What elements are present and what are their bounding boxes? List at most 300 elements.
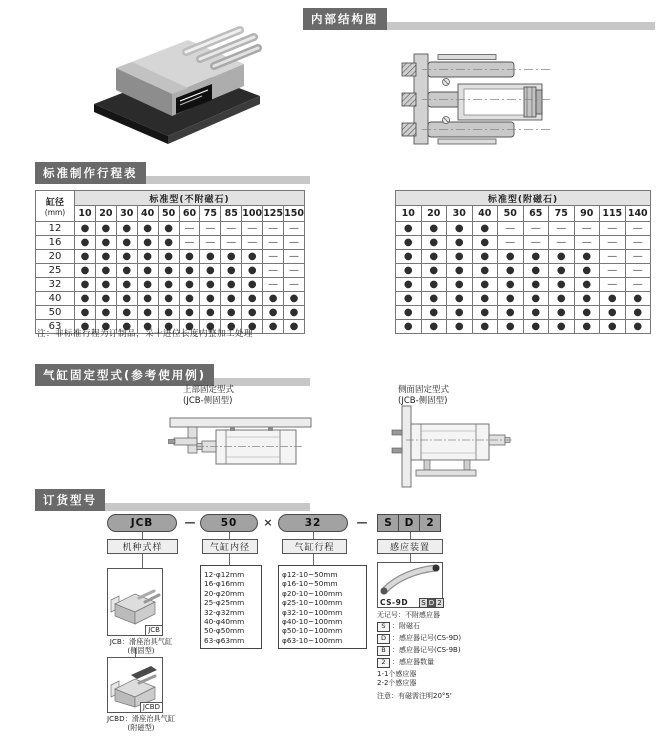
- sensor-key-box: D: [377, 634, 390, 645]
- stroke-availability-cell: ●: [472, 250, 498, 264]
- stroke-availability-cell: ●: [116, 264, 137, 278]
- stroke-availability-cell: ●: [221, 278, 242, 292]
- stroke-availability-cell: ●: [242, 278, 263, 292]
- section-header-stroke-table: [35, 162, 310, 184]
- stroke-availability-cell: ●: [137, 320, 158, 334]
- stroke-availability-cell: ●: [158, 236, 179, 250]
- stroke-availability-cell: —: [284, 236, 305, 250]
- sensor-tag-cell: D: [428, 599, 435, 607]
- stroke-availability-cell: ●: [549, 306, 575, 320]
- stroke-availability-cell: ●: [472, 320, 498, 334]
- bore-option: 20-φ20mm: [204, 588, 245, 598]
- stroke-availability-cell: ●: [421, 278, 447, 292]
- sensor-qty-line: 1-1个感应器: [377, 669, 417, 678]
- code-label-machine-type: 机种式样: [107, 539, 178, 554]
- stroke-column-header: 150: [284, 206, 305, 222]
- stroke-row: [396, 250, 651, 264]
- bore-option: 25-φ25mm: [204, 598, 245, 608]
- stroke-availability-cell: ●: [75, 320, 96, 334]
- stroke-availability-cell: ●: [600, 306, 626, 320]
- stroke-availability-cell: —: [625, 236, 651, 250]
- stroke-availability-cell: ●: [179, 292, 200, 306]
- stroke-availability-cell: ●: [263, 320, 284, 334]
- bore-option: 16-φ16mm: [204, 579, 245, 589]
- bore-option: 12-φ12mm: [204, 570, 245, 579]
- stroke-column-header: 60: [179, 206, 200, 222]
- stroke-availability-cell: ●: [75, 306, 96, 320]
- stroke-availability-cell: —: [200, 236, 221, 250]
- stroke-availability-cell: ●: [472, 222, 498, 236]
- section-header-mounting: [35, 364, 310, 386]
- stroke-column-header: 85: [221, 206, 242, 222]
- stroke-availability-cell: ●: [498, 320, 524, 334]
- sensor-tag-cell: 2: [435, 598, 444, 608]
- stroke-availability-cell: ●: [523, 306, 549, 320]
- mounting-caption-top: [183, 385, 234, 407]
- stroke-availability-cell: ●: [498, 264, 524, 278]
- stroke-availability-cell: ●: [200, 320, 221, 334]
- stroke-availability-cell: —: [600, 222, 626, 236]
- stroke-availability-cell: —: [523, 236, 549, 250]
- stroke-table: [35, 190, 305, 334]
- stroke-availability-cell: ●: [574, 306, 600, 320]
- stroke-availability-cell: ●: [284, 320, 305, 334]
- stroke-option: φ40-10~100mm: [282, 617, 343, 627]
- stroke-availability-cell: ●: [263, 306, 284, 320]
- code-separator-dash: —: [184, 516, 196, 529]
- stroke-availability-cell: ●: [523, 292, 549, 306]
- sensor-key-line: [377, 646, 517, 657]
- connector-line: [313, 532, 314, 539]
- stroke-column-header: 10: [396, 206, 422, 222]
- stroke-option: φ12-10~50mm: [282, 570, 338, 579]
- stroke-availability-cell: ●: [200, 264, 221, 278]
- stroke-options-list: [278, 565, 367, 649]
- code-separator-dash: —: [356, 516, 368, 529]
- product-photo: [88, 18, 263, 158]
- stroke-availability-cell: ●: [600, 292, 626, 306]
- stroke-availability-cell: ●: [158, 264, 179, 278]
- stroke-column-header: 20: [421, 206, 447, 222]
- machine-type-image-jcb: [107, 568, 163, 636]
- stroke-availability-cell: ●: [75, 264, 96, 278]
- stroke-availability-cell: ●: [137, 264, 158, 278]
- stroke-availability-cell: —: [284, 278, 305, 292]
- stroke-availability-cell: ●: [116, 278, 137, 292]
- stroke-availability-cell: ●: [396, 264, 422, 278]
- stroke-availability-cell: ●: [95, 264, 116, 278]
- stroke-option: φ32-10~100mm: [282, 607, 343, 617]
- stroke-option: φ25-10~100mm: [282, 598, 343, 608]
- stroke-availability-cell: —: [549, 236, 575, 250]
- stroke-availability-cell: ●: [625, 320, 651, 334]
- stroke-availability-cell: ●: [95, 306, 116, 320]
- stroke-availability-cell: ●: [472, 264, 498, 278]
- bore-value: 25: [36, 264, 75, 278]
- section-title: 气缸固定型式(参考使用例): [35, 364, 214, 386]
- stroke-column-header: 50: [158, 206, 179, 222]
- bore-option: 40-φ40mm: [204, 617, 245, 627]
- stroke-row: [36, 306, 305, 320]
- sensor-legend: [377, 611, 517, 701]
- stroke-row: [36, 292, 305, 306]
- stroke-availability-cell: —: [242, 222, 263, 236]
- code-label-sensor: 感应装置: [377, 539, 443, 554]
- stroke-group-header: 标准型(不附磁石): [75, 191, 305, 206]
- connector-line: [313, 554, 314, 565]
- bore-corner-header: [36, 191, 75, 222]
- stroke-row: [396, 264, 651, 278]
- stroke-row: [396, 222, 651, 236]
- stroke-availability-cell: ●: [549, 292, 575, 306]
- stroke-availability-cell: ●: [549, 264, 575, 278]
- top-mount-diagram: [168, 410, 313, 482]
- side-mount-diagram: [386, 404, 521, 489]
- stroke-availability-cell: ●: [447, 320, 473, 334]
- mounting-caption-line: 侧面固定型式: [398, 385, 450, 395]
- section-title: 订货型号: [35, 489, 105, 511]
- bore-value: 32: [36, 278, 75, 292]
- stroke-availability-cell: ●: [421, 320, 447, 334]
- sensor-key-text: ：附磁石: [392, 622, 420, 631]
- stroke-availability-cell: —: [625, 250, 651, 264]
- stroke-availability-cell: ●: [221, 292, 242, 306]
- sensor-key-text: ：感应器记号(CS-9D): [392, 634, 462, 643]
- sensor-key-box: S: [377, 622, 390, 633]
- model-code-stroke: 32: [278, 514, 348, 532]
- stroke-availability-cell: —: [625, 222, 651, 236]
- sensor-sketch: [378, 563, 442, 597]
- stroke-column-header: 140: [625, 206, 651, 222]
- stroke-availability-cell: ●: [200, 306, 221, 320]
- bore-corner-unit: (mm): [44, 208, 66, 217]
- stroke-availability-cell: ●: [396, 236, 422, 250]
- stroke-availability-cell: ●: [498, 250, 524, 264]
- stroke-availability-cell: ●: [396, 278, 422, 292]
- stroke-availability-cell: ●: [116, 320, 137, 334]
- stroke-availability-cell: ●: [95, 222, 116, 236]
- sensor-key-text: ：感应器数量: [392, 658, 434, 667]
- stroke-availability-cell: ●: [574, 320, 600, 334]
- stroke-availability-cell: ●: [396, 306, 422, 320]
- connector-line: [410, 554, 411, 562]
- stroke-column-header: 75: [200, 206, 221, 222]
- stroke-availability-cell: ●: [574, 292, 600, 306]
- stroke-availability-cell: ●: [574, 278, 600, 292]
- sensor-key-text: ：感应器记号(CS-9B): [392, 646, 461, 655]
- stroke-option: φ50-10~100mm: [282, 626, 343, 636]
- stroke-availability-cell: ●: [447, 264, 473, 278]
- stroke-row: [396, 320, 651, 334]
- sensor-sd2-tag: [420, 598, 444, 608]
- stroke-table-right-container: [395, 190, 651, 334]
- connector-line: [229, 532, 230, 539]
- stroke-availability-cell: ●: [523, 320, 549, 334]
- bore-option: 63-φ63mm: [204, 635, 245, 645]
- stroke-availability-cell: ●: [200, 278, 221, 292]
- bore-value: 16: [36, 236, 75, 250]
- stroke-availability-cell: ●: [200, 292, 221, 306]
- stroke-column-header: 40: [137, 206, 158, 222]
- connector-line: [229, 554, 230, 565]
- stroke-availability-cell: ●: [75, 236, 96, 250]
- stroke-availability-cell: ●: [137, 250, 158, 264]
- stroke-availability-cell: —: [221, 222, 242, 236]
- stroke-availability-cell: ●: [221, 250, 242, 264]
- stroke-option: φ20-10~100mm: [282, 588, 343, 598]
- stroke-availability-cell: ●: [574, 250, 600, 264]
- stroke-availability-cell: ●: [116, 222, 137, 236]
- model-code-series: JCB: [107, 514, 177, 532]
- sensor-key-line: [377, 611, 517, 620]
- stroke-option: φ16-10~50mm: [282, 579, 338, 589]
- stroke-availability-cell: ●: [396, 222, 422, 236]
- sensor-image-box: [377, 562, 443, 608]
- stroke-column-header: 30: [116, 206, 137, 222]
- mounting-caption-line: 上部固定型式: [183, 385, 235, 395]
- sensor-qty-line: 2-2个感应器: [377, 678, 417, 687]
- stroke-availability-cell: ●: [137, 278, 158, 292]
- stroke-option: φ63-10~100mm: [282, 635, 343, 645]
- sensor-tag-cell: S: [419, 598, 428, 608]
- model-code-sensor-cells: [377, 514, 441, 532]
- stroke-availability-cell: ●: [242, 250, 263, 264]
- stroke-table-left-container: [35, 190, 305, 334]
- stroke-availability-cell: ●: [116, 236, 137, 250]
- stroke-availability-cell: —: [600, 278, 626, 292]
- section-title: 标准制作行程表: [35, 162, 146, 184]
- stroke-availability-cell: ●: [421, 292, 447, 306]
- stroke-availability-cell: ●: [263, 292, 284, 306]
- connector-line: [142, 554, 143, 568]
- stroke-availability-cell: ●: [158, 320, 179, 334]
- stroke-availability-cell: ●: [600, 320, 626, 334]
- stroke-availability-cell: ●: [421, 264, 447, 278]
- sensor-key-box: 2: [377, 658, 390, 669]
- stroke-availability-cell: —: [625, 278, 651, 292]
- stroke-column-header: 10: [75, 206, 96, 222]
- stroke-availability-cell: ●: [75, 278, 96, 292]
- stroke-availability-cell: ●: [284, 292, 305, 306]
- sensor-key-box: B: [377, 646, 390, 657]
- internal-structure-drawing: [398, 26, 553, 158]
- section-header-tail: [146, 176, 311, 184]
- stroke-availability-cell: ●: [95, 292, 116, 306]
- stroke-availability-cell: ●: [116, 306, 137, 320]
- stroke-availability-cell: ●: [116, 250, 137, 264]
- stroke-availability-cell: —: [242, 236, 263, 250]
- stroke-availability-cell: ●: [95, 278, 116, 292]
- stroke-availability-cell: ●: [179, 320, 200, 334]
- stroke-row: [396, 292, 651, 306]
- stroke-availability-cell: —: [263, 222, 284, 236]
- stroke-availability-cell: ●: [284, 306, 305, 320]
- stroke-availability-cell: ●: [447, 250, 473, 264]
- stroke-availability-cell: ●: [421, 306, 447, 320]
- stroke-availability-cell: ●: [447, 292, 473, 306]
- stroke-availability-cell: ●: [523, 250, 549, 264]
- stroke-row: [36, 250, 305, 264]
- stroke-availability-cell: ●: [447, 306, 473, 320]
- connector-line: [410, 532, 411, 539]
- stroke-availability-cell: ●: [421, 250, 447, 264]
- bore-value: 63: [36, 320, 75, 334]
- stroke-availability-cell: ●: [549, 320, 575, 334]
- stroke-availability-cell: ●: [116, 292, 137, 306]
- stroke-availability-cell: ●: [523, 278, 549, 292]
- stroke-column-header: 115: [600, 206, 626, 222]
- stroke-column-header: 30: [447, 206, 473, 222]
- stroke-column-header: 40: [472, 206, 498, 222]
- section-title: 内部结构图: [303, 8, 387, 30]
- stroke-availability-cell: ●: [523, 264, 549, 278]
- stroke-availability-cell: ●: [447, 278, 473, 292]
- sensor-model-label: CS-9D: [380, 598, 409, 607]
- stroke-availability-cell: ●: [179, 278, 200, 292]
- stroke-availability-cell: —: [200, 222, 221, 236]
- stroke-availability-cell: ●: [549, 278, 575, 292]
- stroke-row: [396, 306, 651, 320]
- sensor-key-line: [377, 658, 517, 669]
- stroke-availability-cell: ●: [137, 292, 158, 306]
- stroke-availability-cell: ●: [179, 250, 200, 264]
- sensor-key-line: [377, 634, 517, 645]
- machine-type-image-jcbd: [107, 657, 163, 713]
- stroke-availability-cell: ●: [574, 264, 600, 278]
- mounting-caption-line: (JCB-侧固型): [183, 396, 233, 406]
- stroke-row: [36, 278, 305, 292]
- bore-value: 20: [36, 250, 75, 264]
- stroke-availability-cell: ●: [75, 292, 96, 306]
- stroke-availability-cell: ●: [75, 222, 96, 236]
- bore-value: 50: [36, 306, 75, 320]
- sensor-code-cell: D: [398, 514, 420, 532]
- stroke-availability-cell: —: [498, 222, 524, 236]
- caption-line: (侧固型): [127, 645, 155, 655]
- stroke-column-header: 125: [263, 206, 284, 222]
- stroke-availability-cell: —: [284, 222, 305, 236]
- stroke-availability-cell: ●: [137, 236, 158, 250]
- stroke-availability-cell: —: [263, 250, 284, 264]
- stroke-availability-cell: ●: [137, 306, 158, 320]
- stroke-availability-cell: ●: [242, 320, 263, 334]
- stroke-availability-cell: ●: [242, 292, 263, 306]
- stroke-availability-cell: ●: [421, 236, 447, 250]
- stroke-row: [36, 236, 305, 250]
- stroke-availability-cell: ●: [158, 278, 179, 292]
- stroke-availability-cell: ●: [472, 292, 498, 306]
- model-code-bore: 50: [200, 514, 258, 532]
- bore-value: 40: [36, 292, 75, 306]
- stroke-availability-cell: ●: [498, 306, 524, 320]
- stroke-availability-cell: ●: [549, 250, 575, 264]
- stroke-availability-cell: —: [600, 250, 626, 264]
- stroke-availability-cell: ●: [472, 306, 498, 320]
- sensor-note: 注意：有磁需注明20°5': [377, 692, 452, 701]
- code-separator-times: ×: [263, 516, 273, 529]
- caption-line: JCB：滑座治具气缸: [109, 637, 173, 646]
- bore-value: 12: [36, 222, 75, 236]
- stroke-availability-cell: —: [549, 222, 575, 236]
- sensor-code-cell: S: [377, 514, 399, 532]
- stroke-availability-cell: ●: [158, 306, 179, 320]
- stroke-row: [36, 222, 305, 236]
- stroke-availability-cell: ●: [472, 278, 498, 292]
- stroke-availability-cell: —: [263, 236, 284, 250]
- machine-type-caption-jcb: [98, 638, 184, 655]
- stroke-availability-cell: —: [263, 278, 284, 292]
- sensor-code-cell: 2: [419, 514, 441, 532]
- stroke-availability-cell: ●: [221, 306, 242, 320]
- stroke-availability-cell: ●: [498, 278, 524, 292]
- section-header-ordering: [35, 489, 310, 511]
- machine-type-tag: JCB: [145, 625, 163, 636]
- stroke-availability-cell: —: [523, 222, 549, 236]
- stroke-availability-cell: ●: [396, 292, 422, 306]
- jcb-sketch: [108, 574, 162, 630]
- stroke-availability-cell: ●: [200, 250, 221, 264]
- stroke-availability-cell: —: [574, 222, 600, 236]
- stroke-availability-cell: —: [574, 236, 600, 250]
- section-header-tail: [105, 503, 310, 511]
- stroke-column-header: 100: [242, 206, 263, 222]
- stroke-availability-cell: ●: [498, 292, 524, 306]
- stroke-column-header: 90: [574, 206, 600, 222]
- stroke-availability-cell: —: [625, 264, 651, 278]
- bore-corner-label: 缸径: [45, 198, 64, 208]
- stroke-availability-cell: ●: [396, 320, 422, 334]
- stroke-availability-cell: —: [284, 264, 305, 278]
- stroke-column-header: 50: [498, 206, 524, 222]
- stroke-column-header: 75: [549, 206, 575, 222]
- stroke-availability-cell: ●: [95, 236, 116, 250]
- stroke-availability-cell: ●: [242, 264, 263, 278]
- connector-line: [142, 532, 143, 539]
- stroke-row: [396, 278, 651, 292]
- stroke-availability-cell: ●: [242, 306, 263, 320]
- stroke-availability-cell: ●: [158, 222, 179, 236]
- caption-line: (附磁型): [127, 722, 155, 732]
- stroke-row: [36, 264, 305, 278]
- sensor-key-text: 无记号：不附感应器: [377, 611, 440, 619]
- stroke-availability-cell: ●: [625, 306, 651, 320]
- sensor-key-line: [377, 622, 517, 633]
- stroke-availability-cell: —: [179, 236, 200, 250]
- stroke-table: [395, 190, 651, 334]
- stroke-availability-cell: ●: [179, 306, 200, 320]
- stroke-availability-cell: —: [263, 264, 284, 278]
- stroke-availability-cell: ●: [221, 264, 242, 278]
- stroke-group-header: 标准型(附磁石): [396, 191, 651, 206]
- stroke-availability-cell: ●: [421, 222, 447, 236]
- stroke-availability-cell: —: [498, 236, 524, 250]
- stroke-availability-cell: —: [221, 236, 242, 250]
- code-label-stroke: 气缸行程: [282, 539, 347, 554]
- stroke-availability-cell: —: [284, 250, 305, 264]
- stroke-availability-cell: ●: [221, 320, 242, 334]
- machine-type-tag: JCBD: [140, 702, 163, 713]
- stroke-availability-cell: —: [600, 236, 626, 250]
- stroke-availability-cell: ●: [447, 222, 473, 236]
- mounting-caption-line: (JCB-侧固型): [398, 396, 448, 406]
- stroke-availability-cell: ●: [179, 264, 200, 278]
- stroke-row: [396, 236, 651, 250]
- stroke-availability-cell: ●: [158, 250, 179, 264]
- stroke-availability-cell: ●: [396, 250, 422, 264]
- machine-type-caption-jcbd: [98, 715, 184, 732]
- stroke-availability-cell: ●: [137, 222, 158, 236]
- stroke-availability-cell: ●: [75, 250, 96, 264]
